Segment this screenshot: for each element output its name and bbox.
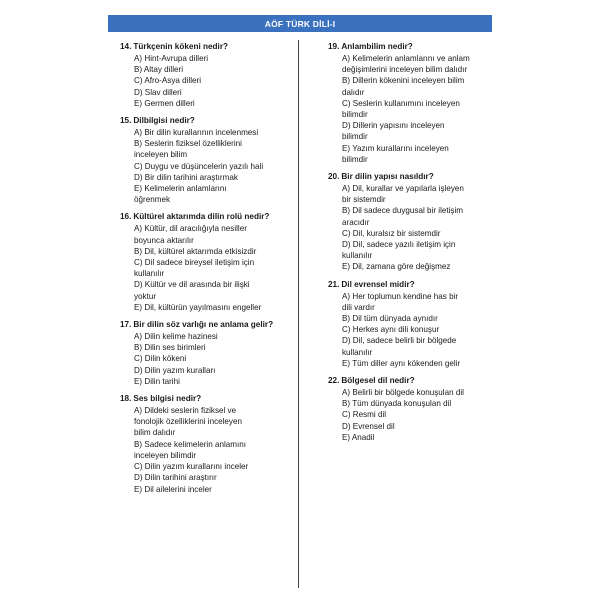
answer-option: E) Germen dilleri — [134, 98, 195, 108]
answer-option: E) Kelimelerin anlamlarını — [134, 184, 227, 194]
question-title — [120, 41, 302, 52]
question-text: Türkçenin kökeni nedir? — [133, 42, 229, 51]
answer-option: D) Dil, sadece belirli bir bölgede — [342, 336, 457, 346]
answer-option: D) Dilin yazım kuralları — [134, 365, 216, 375]
answer-option: C) Herkes aynı dili konuşur — [342, 325, 440, 335]
answer-option: E) Tüm diller aynı kökenden gelir — [342, 358, 461, 368]
answer-option: D) Evrensel dil — [342, 421, 395, 431]
answer-option: D) Bir dilin tarihini araştırmak — [134, 172, 238, 182]
answer-option: D) Dil, sadece yazılı iletişim için — [342, 240, 456, 250]
left-question-column — [120, 41, 302, 501]
answer-option: E) Dil, zamana göre değişmez — [342, 262, 451, 272]
question-title — [328, 375, 510, 386]
answer-option: B) Sadece kelimelerin anlamını — [134, 439, 247, 449]
answer-option: E) Dil ailelerini inceler — [134, 484, 212, 494]
answer-option: B) Dillerin kökenini inceleyen bilim — [342, 76, 465, 86]
question-number: 17. — [120, 320, 132, 330]
question-title — [120, 115, 302, 126]
answer-option: D) Dillerin yapısını inceleyen — [342, 121, 445, 131]
answer-option: bilim dalıdır — [134, 428, 176, 438]
question-title — [120, 211, 302, 222]
answer-option: E) Yazım kurallarını inceleyen — [342, 143, 449, 153]
answer-option: A) Bir dilin kurallarının incelenmesi — [134, 128, 259, 138]
question-block — [120, 115, 302, 205]
answer-option: A) Kültür, dil aracılığıyla nesiller — [134, 224, 247, 234]
question-block — [120, 319, 302, 387]
answer-option: D) Kültür ve dil arasında bir ilişki — [134, 280, 250, 290]
question-number: 16. — [120, 212, 132, 222]
answer-option: C) Dilin yazım kurallarını inceler — [134, 462, 249, 472]
question-block — [328, 41, 510, 165]
question-block — [120, 393, 302, 495]
answer-option: C) Duygu ve düşüncelerin yazılı hali — [134, 161, 264, 171]
answer-option: öğrenmek — [134, 195, 170, 205]
answer-option: inceleyen bilim — [134, 150, 188, 160]
answer-option: bilimdir — [342, 154, 368, 164]
answer-option: D) Slav dilleri — [134, 87, 182, 97]
answer-option: kullanılır — [342, 251, 373, 261]
question-text: Kültürel aktarımda dilin rolü nedir? — [133, 212, 270, 222]
question-number: 18. — [120, 394, 132, 404]
question-number: 22. — [328, 376, 340, 386]
question-block — [328, 279, 510, 369]
answer-option: E) Anadil — [342, 432, 375, 442]
question-text: Ses bilgisi nedir? — [133, 394, 202, 404]
document-header — [108, 15, 492, 32]
answer-option: B) Seslerin fiziksel özelliklerini — [134, 139, 242, 149]
answer-option: B) Dil sadece duygusal bir iletişim — [342, 206, 464, 216]
answer-option: aracıdır — [342, 217, 370, 227]
answer-option: B) Dilin ses birimleri — [134, 343, 206, 353]
answer-option: dalıdır — [342, 87, 365, 97]
answer-option: yoktur — [134, 291, 157, 301]
answer-option: E) Dil, kültürün yayılmasını engeller — [134, 302, 262, 312]
answer-option: fonolojik özelliklerini inceleyen — [134, 417, 242, 427]
question-text: Dil evrensel midir? — [341, 279, 415, 289]
question-block — [328, 375, 510, 443]
answer-option: E) Dilin tarihi — [134, 376, 180, 386]
answer-option: boyunca aktarılır — [134, 235, 194, 245]
header-title: AÖF TÜRK DİLİ-I — [264, 18, 336, 29]
answer-option: B) Tüm dünyada konuşulan dil — [342, 399, 452, 409]
answer-option: A) Her toplumun kendine has bir — [342, 291, 459, 301]
question-text: Dilbilgisi nedir? — [133, 116, 195, 126]
question-title — [120, 393, 302, 404]
answer-option: kullanılır — [342, 347, 373, 357]
question-block — [120, 41, 302, 109]
answer-option: B) Altay dilleri — [134, 65, 184, 75]
answer-option: bilimdir — [342, 132, 368, 142]
answer-option: C) Dil sadece bireysel iletişim için — [134, 258, 255, 268]
answer-option: A) Hint-Avrupa dilleri — [134, 54, 209, 63]
answer-option: B) Dil tüm dünyada aynıdır — [342, 314, 438, 324]
answer-option: C) Afro-Asya dilleri — [134, 76, 202, 86]
answer-option: A) Belirli bir bölgede konuşulan dil — [342, 388, 464, 398]
question-text: Bir dilin yapısı nasıldır? — [341, 172, 434, 182]
question-title — [328, 171, 510, 182]
answer-option: C) Dil, kuralsız bir sistemdir — [342, 228, 441, 238]
question-block — [328, 171, 510, 273]
question-title — [328, 279, 510, 290]
answer-option: bir sistemdir — [342, 195, 386, 205]
question-text: Bölgesel dil nedir? — [341, 376, 415, 386]
answer-option: inceleyen bilimdir — [134, 450, 197, 460]
question-number: 19. — [328, 42, 340, 51]
answer-option: D) Dilin tarihini araştırır — [134, 473, 217, 483]
answer-option: C) Seslerin kullanımını inceleyen — [342, 98, 460, 108]
question-title — [120, 319, 302, 330]
answer-option: değişimlerini inceleyen bilim dalıdır — [342, 65, 468, 75]
answer-option: A) Dilin kelime hazinesi — [134, 332, 218, 342]
answer-option: bilimdir — [342, 110, 368, 120]
question-title — [328, 41, 510, 52]
answer-option: C) Resmi dil — [342, 410, 387, 420]
question-number: 15. — [120, 116, 132, 126]
answer-option: A) Dildeki seslerin fiziksel ve — [134, 406, 237, 416]
question-number: 20. — [328, 172, 340, 182]
answer-option: A) Kelimelerin anlamlarını ve anlam — [342, 54, 470, 63]
question-number: 21. — [328, 279, 340, 289]
question-text: Bir dilin söz varlığı ne anlama gelir? — [133, 320, 274, 330]
question-block — [120, 211, 302, 313]
right-question-column — [328, 41, 510, 449]
answer-option: A) Dil, kurallar ve yapılarla işleyen — [342, 184, 464, 194]
answer-option: B) Dil, kültürel aktarımda etkisizdir — [134, 246, 257, 256]
answer-option: C) Dilin kökeni — [134, 354, 187, 364]
question-number: 14. — [120, 42, 132, 51]
answer-option: dili vardır — [342, 302, 375, 312]
question-text: Anlambilim nedir? — [341, 42, 413, 51]
answer-option: kullanılır — [134, 269, 165, 279]
